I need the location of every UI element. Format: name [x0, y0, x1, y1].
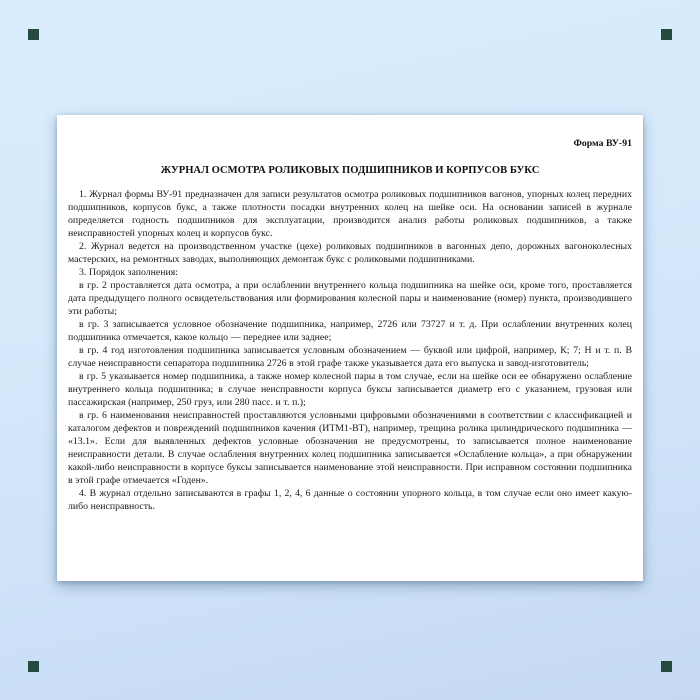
document-body	[68, 188, 632, 513]
document-page	[57, 115, 643, 581]
paragraph: в гр. 6 наименования неисправностей проставляются условными цифровыми обозначениями в соответствии с классификацией и каталогом дефектов и повреждений подшипников качения (ИТМ1-ВТ), например, трещина ролика цилиндрического подшипника — «13.1». Если для выявленных дефектов условные обозначения не предусмотрены, то записывается полное наименование неисправности детали. В случае ослабления внутренних колец подшипника записывается «Ослабление кольца», а при обнаружении какой-либо неисправности в корпусе буксы записывается наименование этой неисправности. При исправном состоянии подшипника в этой графе отмечается «Годен».	[68, 410, 632, 486]
paragraph: 1. Журнал формы ВУ-91 предназначен для записи результатов осмотра роликовых подшипников вагонов, упорных колец передних подшипников, корпусов букс, а также плотности посадки внутренних колец на шейке оси. На основании записей в журнале определяется годность подшипников для эксплуатации, производится анализ работы роликовых подшипников, а также неисправностей упорных колец и корпусов букс.	[68, 189, 632, 239]
corner-marker-top-right	[661, 29, 672, 40]
corner-marker-top-left	[28, 29, 39, 40]
paragraph: в гр. 4 год изготовления подшипника записывается условным обозначением — буквой или цифрой, например, К; 7; Н и т. п. В случае неисправности сепаратора подшипника 2726 в этой графе также указывается дата его выпуска и завод-изготовитель;	[68, 345, 632, 369]
paragraph: 4. В журнал отдельно записываются в графы 1, 2, 4, 6 данные о состоянии упорного кольца, в том случае если оно имеет какую-либо неисправность.	[68, 488, 632, 512]
paragraph: в гр. 3 записывается условное обозначение подшипника, например, 2726 или 73727 и т. д. При ослаблении внутренних колец подшипника отмечается, какое кольцо — переднее или заднее;	[68, 319, 632, 343]
paragraph: в гр. 5 указывается номер подшипника, а также номер колесной пары в том случае, если на шейке оси ее обнаружено ослабление внутреннего кольца подшипника; в случае неисправности корпуса буксы записывается диаметр его с указанием, грузовая или пассажирская (например, 250 груз, или 280 пасс. и т. п.);	[68, 371, 632, 408]
paragraph: 3. Порядок заполнения:	[79, 267, 178, 278]
document-title: ЖУРНАЛ ОСМОТРА РОЛИКОВЫХ ПОДШИПНИКОВ И КОРПУСОВ БУКС	[160, 165, 540, 176]
form-number-label: Форма ВУ-91	[573, 138, 632, 149]
corner-marker-bottom-right	[661, 661, 672, 672]
paragraph: 2. Журнал ведется на производственном участке (цехе) роликовых подшипников в вагонных депо, дорожных вагоноколесных мастерских, на ремонтных заводах, выполняющих демонтаж букс с роликовыми подшипниками.	[68, 241, 632, 265]
paragraph: в гр. 2 проставляется дата осмотра, а при ослаблении внутреннего кольца подшипника на шейке оси, кроме того, проставляется дата предыдущего полного освидетельствования или формирования колесной пары и наименование (номер) пункта, производившего эти работы;	[68, 280, 632, 317]
corner-marker-bottom-left	[28, 661, 39, 672]
